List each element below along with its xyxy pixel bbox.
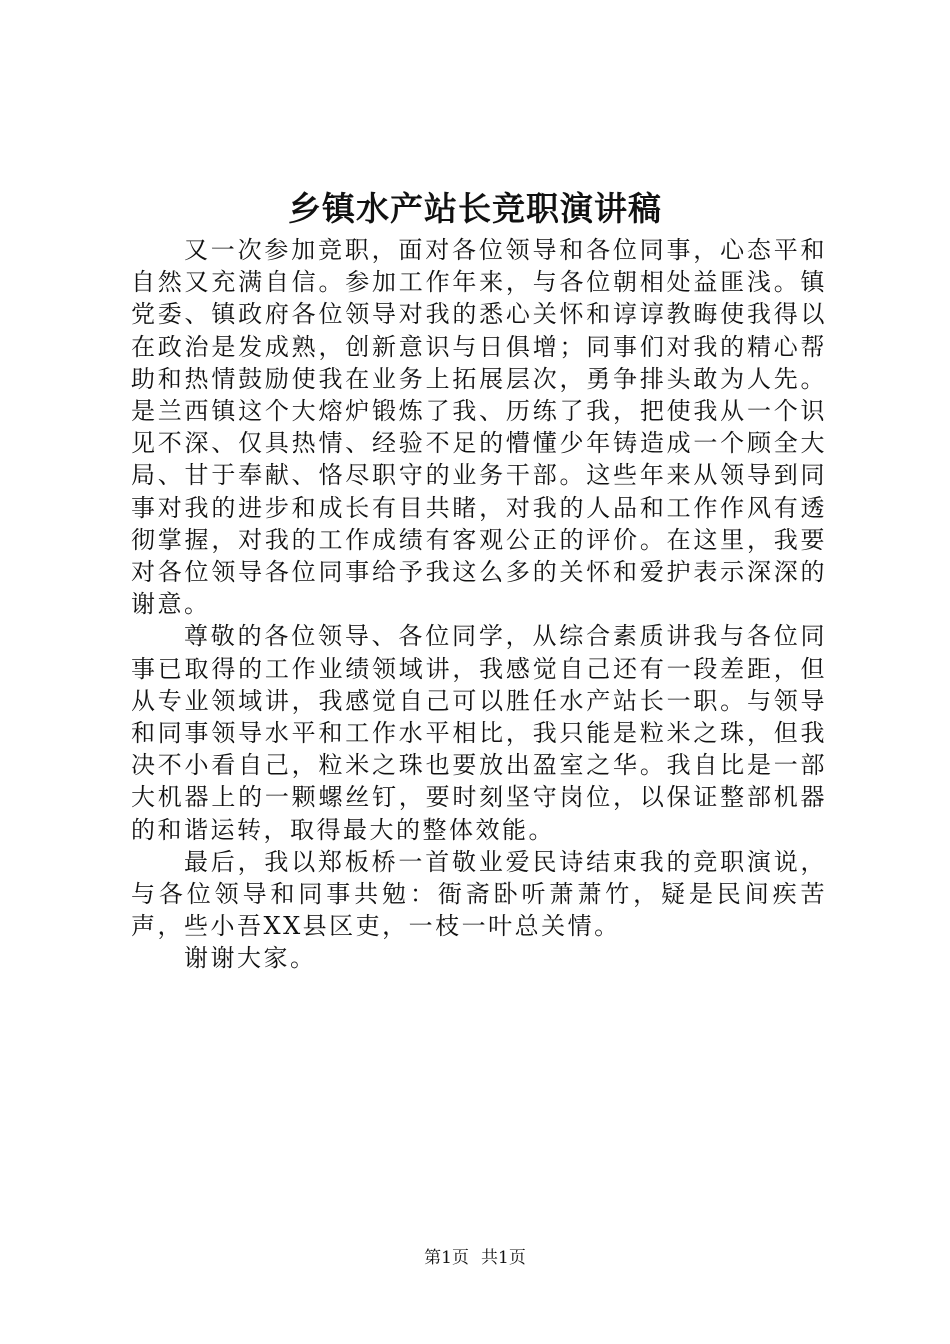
page-number-total: 共1页 — [481, 1248, 526, 1268]
page-number-current: 第1页 — [424, 1248, 469, 1268]
document-title: 乡镇水产站长竞职演讲稿 — [288, 189, 662, 228]
paragraph-4: 谢谢大家。 — [184, 944, 317, 973]
paragraph-1: 又一次参加竞职，面对各位领导和各位同事，心态平和自然又充满自信。参加工作年来，与各位朝相处益匪浅。镇党委、镇政府各位领导对我的悉心关怀和谆谆教晦使我得以在政治是发成熟，创新意识与日俱增；同事们对我的精心帮助和热情鼓励使我在业务上拓展层次，勇争排头敢为人先。是兰西镇这个大熔炉锻炼了我、历练了我，把使我从一个识见不深、仅具热情、经验不足的懵懂少年铸造成一个顾全大局、甘于奉献、恪尽职守的业务干部。这些年来从领导到同事对我的进步和成长有目共睹，对我的人品和工作作风有透彻掌握，对我的工作成绩有客观公正的评价。在这里，我要对各位领导各位同事给予我这么多的关怀和爱护表示深深的谢意。 — [131, 236, 827, 619]
document-body — [131, 234, 827, 975]
page-footer — [0, 1246, 950, 1270]
paragraph-3: 最后，我以郑板桥一首敬业爱民诗结束我的竞职演说，与各位领导和同事共勉：衙斋卧听萧萧竹，疑是民间疾苦声，些小吾XX县区吏，一枝一叶总关情。 — [131, 847, 827, 941]
paragraph-2: 尊敬的各位领导、各位同学，从综合素质讲我与各位同事已取得的工作业绩领域讲，我感觉自己还有一段差距，但从专业领域讲，我感觉自己可以胜任水产站长一职。与领导和同事领导水平和工作水平相比，我只能是粒米之珠，但我决不小看自己，粒米之珠也要放出盈室之华。我自比是一部大机器上的一颗螺丝钉，要时刻坚守岗位，以保证整部机器的和谐运转，取得最大的整体效能。 — [131, 622, 827, 844]
